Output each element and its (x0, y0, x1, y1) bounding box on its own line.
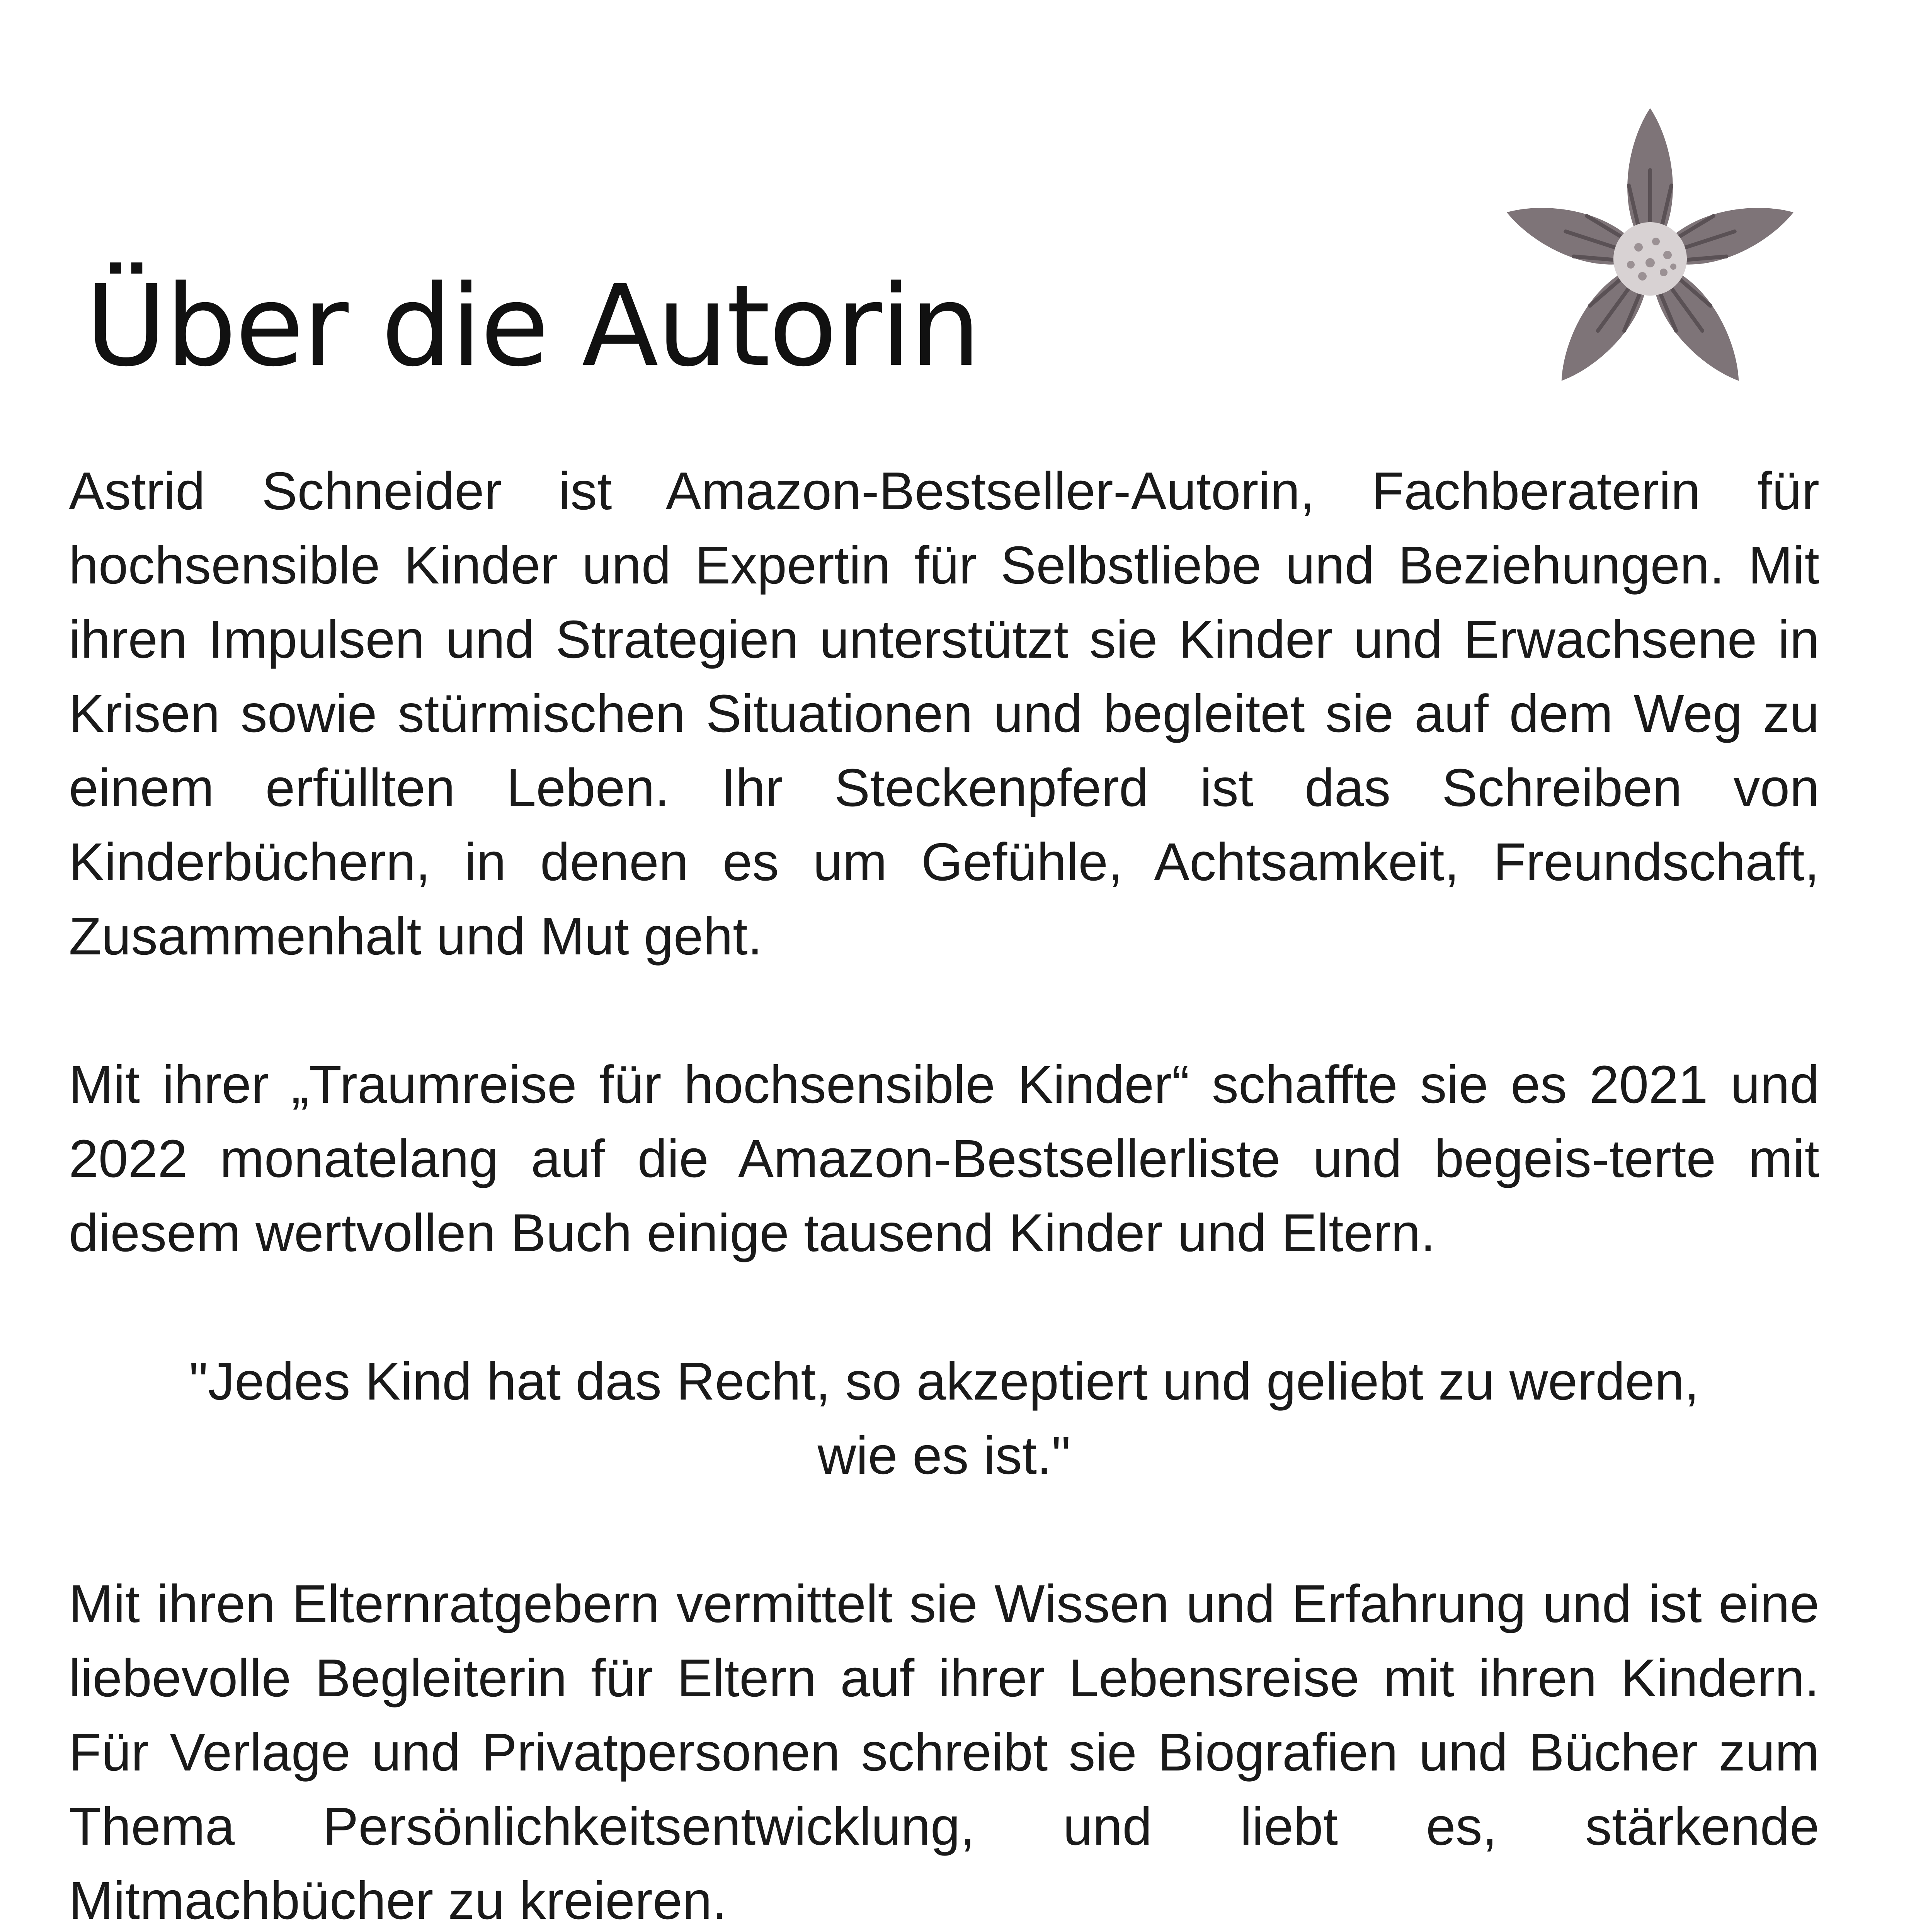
quote-line-2: wie es ist." (817, 1426, 1071, 1485)
paragraph-bio: Astrid Schneider ist Amazon-Bestseller-Autorin, Fachberaterin für hochsensible Kinder und Expertin für Selbstliebe und Beziehungen. Mit ihren Impulsen und Strategien unterstützt sie Kinder und Erwachsene in Krisen sowie stürmischen Situationen und begleitet sie auf dem Weg zu einem erfüllten Leben. Ihr Steckenpferd ist das Schreiben von Kinderbüchern, in denen es um Gefühle, Achtsamkeit, Freundschaft, Zusammenhalt und Mut geht. (69, 461, 1819, 966)
paragraph-parent-guides: Mit ihren Elternratgebern vermittelt sie Wissen und Erfahrung und ist eine liebevolle Begleiterin für Eltern auf ihrer Lebensreise mit ihren Kindern. Für Verlage und Privatpersonen schreibt sie Biografien und Bücher zum Thema Persönlichkeitsentwicklung, und liebt es, stärkende Mitmachbücher zu kreieren. (69, 1574, 1819, 1930)
quote-line-1: "Jedes Kind hat das Recht, so akzeptiert und geliebt zu werden, (189, 1352, 1699, 1411)
flower-icon (1499, 97, 1801, 421)
page-title: Über die Autorin (85, 261, 980, 391)
content-body (69, 454, 1819, 1932)
quote-block (69, 1344, 1819, 1493)
paragraph-bestseller: Mit ihrer „Traumreise für hochsensible Kinder“ schaffte sie es 2021 und 2022 monatelang auf die Amazon-Bestsellerliste und begeis-terte mit diesem wertvollen Buch einige tausend Kinder und Eltern. (69, 1055, 1819, 1263)
